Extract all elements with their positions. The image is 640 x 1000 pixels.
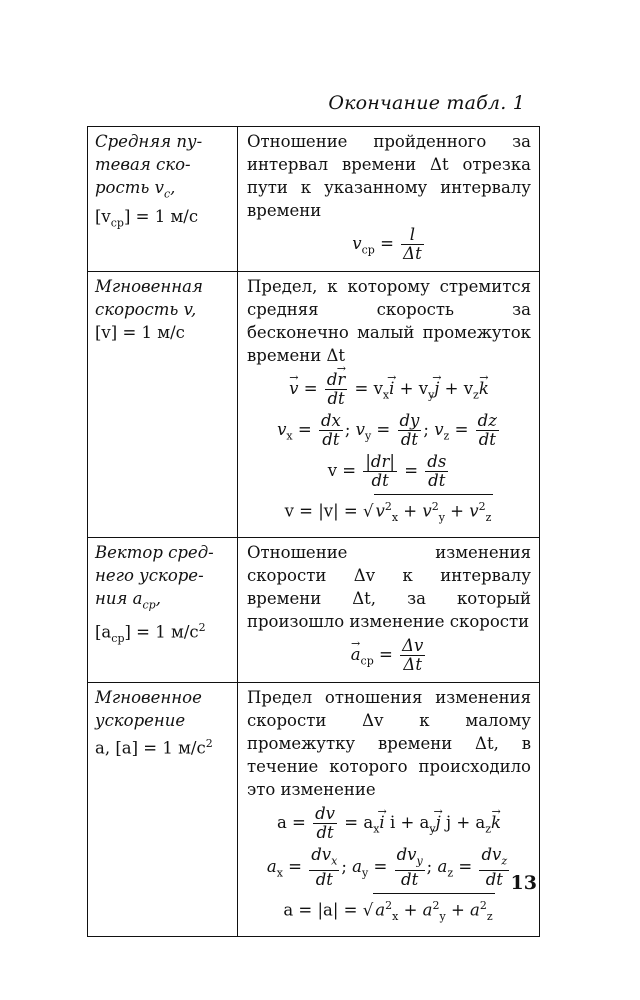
formula: a = |a| = √ $a^2_x + a^2_y + a^2_z$ [247,893,531,928]
term-line: Средняя пу- [95,132,203,151]
term-cell [88,272,238,538]
formula: v = |v| = √ $v^2_x + v^2_y + v^2_z$ [247,494,531,529]
table-caption: Окончание табл. 1 [328,92,525,114]
term-line: ] = 1 м/с [123,207,199,227]
table-row [88,127,540,272]
term-cell [88,127,238,272]
term-line: Мгновенная [95,277,203,296]
term-line: ния a [95,588,143,608]
term-line: a, [a] = 1 м/с [95,738,206,758]
term-line: ускорение [95,710,186,730]
table-row [88,682,540,936]
description-cell [238,682,540,936]
formula: → v = $\frac{d\to r}{dt}$ = $v_x\to i + v_y\to j + v_z\to k$ [247,371,531,408]
description-cell [238,127,540,272]
term-tail: , [170,178,176,197]
formula: $a_x$ = $\frac{dv_x}{dt}$ ; $a_y$ = $\frac{dv_y}{dt}$ ; $a_z$ = $\frac{dv_z}{dt}$ [266,844,508,890]
description-text: Отношение пройденного за интервал времени Δt отрезка пути к указанному интервалу времени [247,132,531,220]
fraction: $\frac{\Delta v}{\Delta t}$ [402,635,424,674]
term-subscript: ср [110,216,124,230]
term-line: него ускоре- [95,565,204,585]
term-cell: Мгновенное ускорение a, [a] = 1 $м/с^2$ [88,682,238,936]
formula: $v_x$ = $\frac{dx}{dt}$ ; $v_y$ = $\frac{dy}{dt}$ ; $v_z$ = $\frac{dz}{dt}$ [277,411,497,449]
table-row [88,272,540,538]
term-line: скорость v, [95,300,197,319]
term-line: Мгновенное [95,687,202,707]
term-line: рость v [95,178,164,197]
description-text: Отношение изменения скорости Δv к интервалу времени Δt, за который произошло изменение скорости [247,542,531,631]
term-line: [a [95,622,112,642]
term-line: [v [95,207,111,227]
description-cell [238,537,540,682]
term-subscript: c [163,187,171,201]
term-line: ] = 1 м/с [124,622,199,642]
formula: a = $\frac{dv}{dt}$ = $a_x\to i$ $i + a_y\to j$ $j + a_z\to k$ [247,805,531,842]
page-number: 13 [510,872,537,894]
formula: v = $\frac{|dr|}{dt}$ = $\frac{ds}{dt}$ [327,452,447,490]
definitions-table [87,126,540,937]
term-cell: Вектор сред- него ускоре- ния $a_{ср}$, $[a_{ср}] = 1$ $м/с^2$ [88,537,238,682]
formula: → $a_{ср}$ = $\frac{\Delta v}{\Delta t}$ [247,637,531,674]
term-line: Вектор сред- [95,542,214,562]
formula: $v_{ср}$ = $\frac{l}{\Delta t}$ [352,225,422,263]
term-line: [v] = 1 м/с [95,323,185,342]
description-text: Предел отношения изменения скорости Δv к малому промежутку времени Δt, в течение которого происходило это изменение [247,687,531,799]
description-text: Предел, к которому стремится средняя скорость за бесконечно малый промежуток времени Δt [247,277,531,365]
fraction: $\frac{l}{\Delta t}$ [403,225,422,263]
description-cell [238,272,540,538]
term-line: тевая ско- [95,155,191,174]
table-row [88,537,540,682]
